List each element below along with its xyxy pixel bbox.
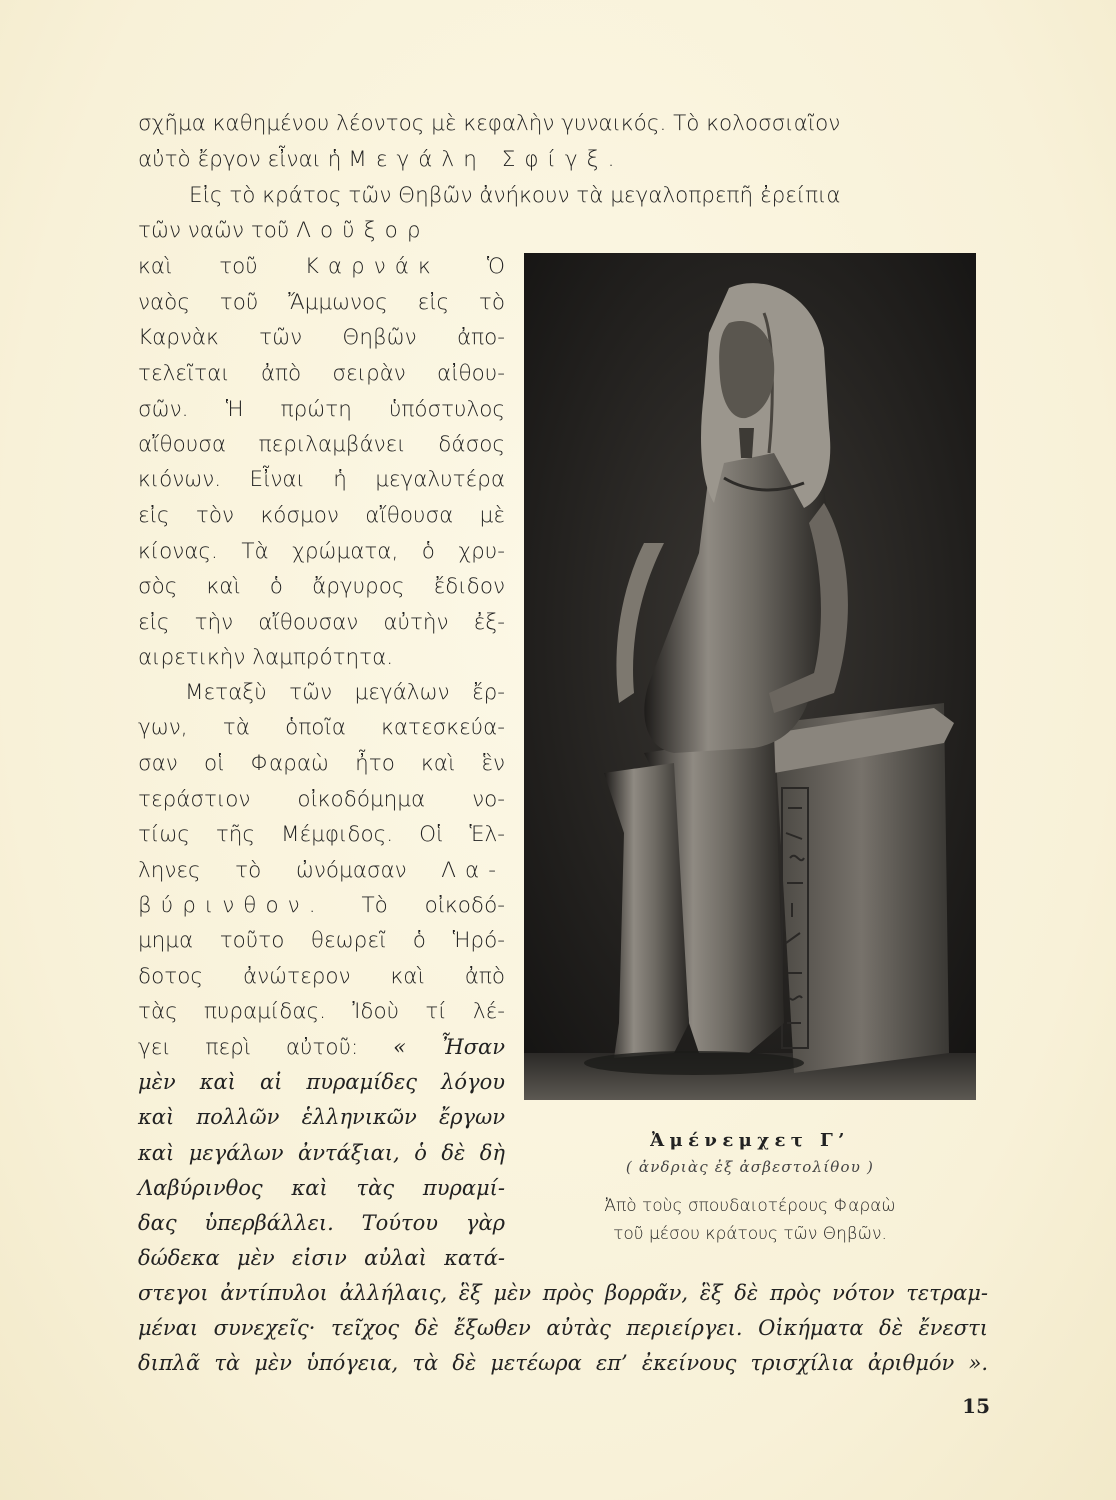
caption-subtitle: ( ἀνδριὰς ἐξ ἀσβεστολίθου ) [625,1158,875,1176]
statue-beard [739,428,754,458]
quote-line: μὲν καὶ αἱ πυραμίδες λόγου [138,1070,505,1094]
text-line: κιόνων. Εἶναι ἡ μεγαλυτέρα [138,467,505,492]
page-number: 15 [962,1394,990,1418]
text-line: Μεταξὺ τῶν μεγάλων ἔρ- [185,680,505,705]
caption-line-1: Ἀπὸ τοὺς σπουδαιοτέρους Φαραὼ [604,1196,896,1216]
caption-description [524,1192,976,1248]
text-line: τελεῖται ἀπὸ σειρὰν αἰθου- [138,361,505,386]
caption-title: Ἀμένεμχετ Γ’ [650,1130,850,1151]
text-line: γει περὶ αὐτοῦ: « Ἦσαν [138,1035,505,1060]
text-line: αιρετικὴν λαμπρότητα. [138,645,394,670]
text-line: τὰς πυραμίδας. Ἰδοὺ τί λέ- [138,999,505,1024]
text-line: εἰς τὴν αἴθουσαν αὐτὴν ἐξ- [138,610,505,635]
text-line: σὸς καὶ ὁ ἄργυρος ἔδιδον [138,574,505,599]
quote-line: καὶ μεγάλων ἀντάξιαι, ὁ δὲ δὴ [138,1141,505,1165]
text-line: Καρνὰκ τῶν Θηβῶν ἀπο- [138,325,505,350]
text-line: τῶν ναῶν τοῦ Λοῦξορ [138,218,430,243]
text-line: βύρινθον. Τὸ οἰκοδό- [138,893,505,918]
text-line: εἰς τὸν κόσμον αἴθουσα μὲ [138,503,505,528]
quote-line: διπλᾶ τὰ μὲν ὑπόγεια, τὰ δὲ μετέωρα επ’ ἐκείνους τρισχίλια ἀριθμόν ». [138,1351,988,1375]
quote-line: μέναι συνεχεῖς· τεῖχος δὲ ἔξωθεν αὐτὰς περιείργει. Οἰκήματα δὲ ἔνεστι [138,1316,988,1340]
text-line: μημα τοῦτο θεωρεῖ ὁ Ἡρό- [138,928,505,953]
intro-line-2: αὐτὸ ἔργον εἶναι ἡ Μεγάλη Σφίγξ. [138,147,624,172]
statue-shadow [584,1051,804,1075]
intro-line-3: Εἰς τὸ κράτος τῶν Θηβῶν ἀνήκουν τὰ μεγαλοπρεπῆ ἐρείπια [189,183,841,208]
quote-line: δας ὑπερβάλλει. Τούτου γὰρ [138,1211,505,1235]
quote-line: Λαβύρινθος καὶ τὰς πυραμί- [138,1176,505,1200]
text-line: ναὸς τοῦ Ἄμμωνος εἰς τὸ [138,290,505,315]
text-line: σῶν. Ἡ πρώτη ὑπόστυλος [138,397,505,422]
quote-line: δώδεκα μὲν εἰσιν αὐλαὶ κατά- [138,1246,505,1270]
text-line: κίονας. Τὰ χρώματα, ὁ χρυ- [138,539,505,564]
text-line: τεράστιον οἰκοδόμημα νο- [138,787,505,812]
quote-line: καὶ πολλῶν ἑλληνικῶν ἔργων [138,1105,505,1129]
text-line: γων, τὰ ὁποῖα κατεσκεύα- [138,715,505,740]
statue-photo [524,253,976,1100]
text-line: δοτος ἀνώτερον καὶ ἀπὸ [138,964,505,989]
text-line: τίως τῆς Μέμφιδος. Οἱ Ἑλ- [138,822,505,847]
caption-line-2: τοῦ μέσου κράτους τῶν Θηβῶν. [613,1224,887,1244]
quote-line: στεγοι ἀντίπυλοι ἀλλήλαις, ἓξ μὲν πρὸς βορρᾶν, ἓξ δὲ πρὸς νότον τετραμ- [138,1281,988,1305]
text-line: ληνες τὸ ὠνόμασαν Λα- [138,858,505,883]
intro-line-1: σχῆμα καθημένου λέοντος μὲ κεφαλὴν γυναικός. Τὸ κολοσσιαῖον [138,111,841,136]
text-line: αἴθουσα περιλαμβάνει δάσος [138,432,505,457]
text-line: σαν οἱ Φαραὼ ἦτο καὶ ἓν [138,751,505,776]
text-line: καὶ τοῦ Καρνάκ Ὁ [138,254,505,279]
